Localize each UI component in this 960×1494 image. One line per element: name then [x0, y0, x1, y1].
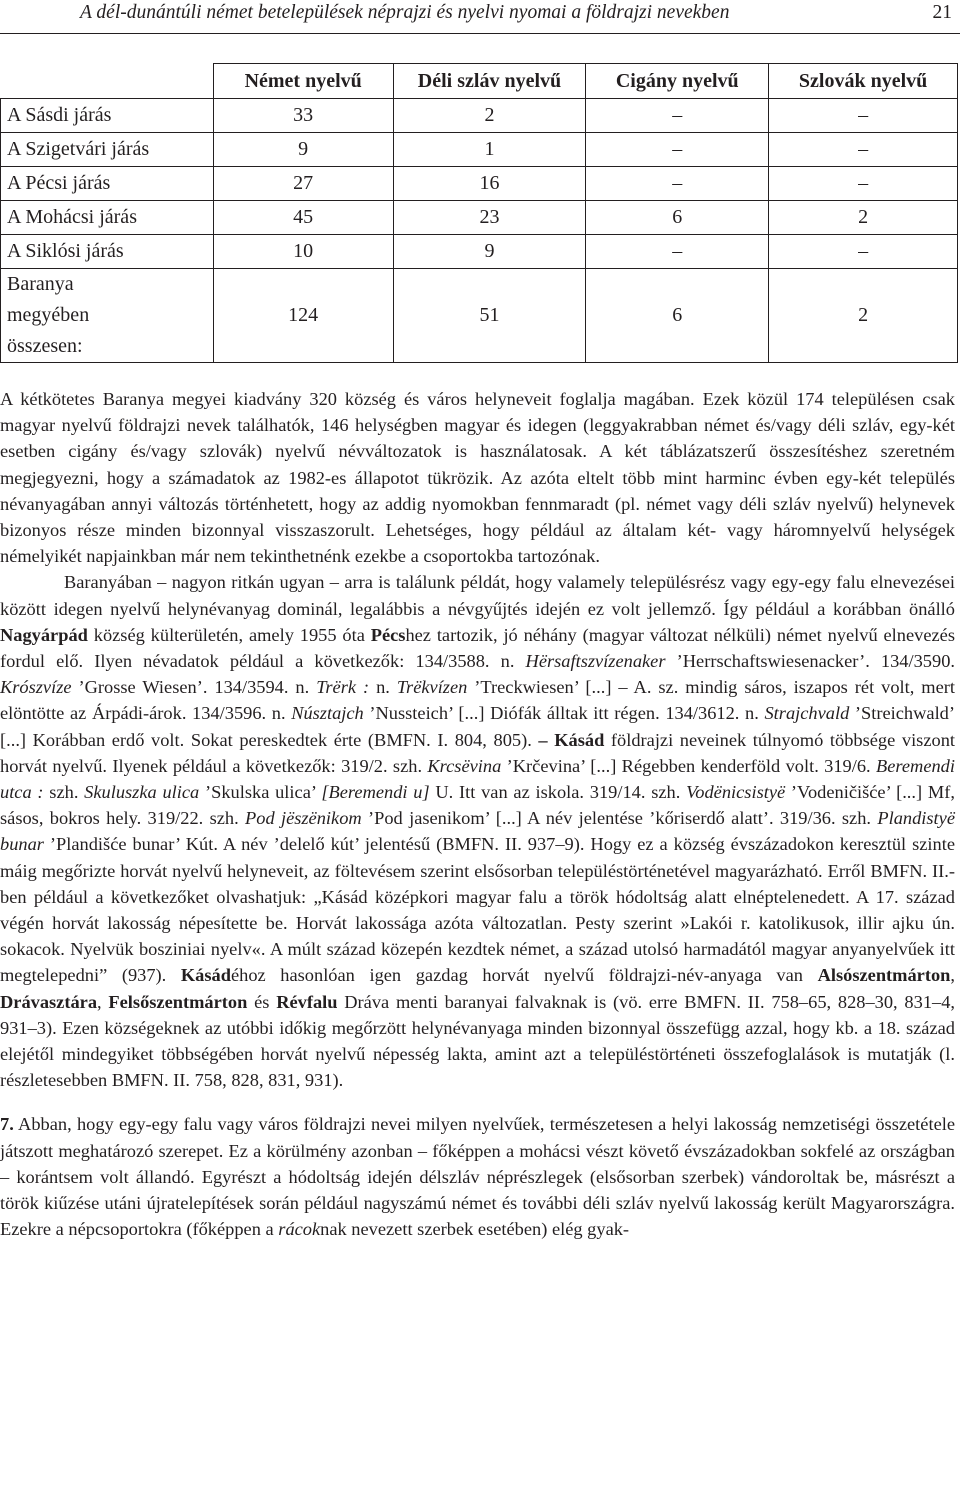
place-name-variant: Vodënicsistyë [686, 782, 786, 803]
table-cell: 10 [213, 235, 393, 269]
table-cell: 33 [213, 99, 393, 133]
row-label: A Szigetvári járás [1, 133, 214, 167]
running-title: A dél-dunántúli német betelepülések néprajzi és nyelvi nyomai a földrajzi nevekben [80, 2, 730, 23]
place-name-variant: Trëkvízen [396, 677, 468, 698]
place-name: Felsőszentmárton [108, 991, 248, 1012]
place-name: Nagyárpád [0, 624, 88, 645]
body-text [0, 386, 955, 1243]
table-cell: 9 [393, 235, 586, 269]
table-cell: 1 [393, 133, 586, 167]
table-cell: – [769, 235, 958, 269]
table-cell: 45 [213, 201, 393, 235]
page-number: 21 [932, 2, 952, 23]
place-name-variant: Hërsaftszvízenaker [525, 651, 666, 672]
table-cell: – [769, 167, 958, 201]
table-cell: 2 [769, 201, 958, 235]
table-cell: – [586, 99, 769, 133]
place-name-variant: Pod jëszënikom [245, 808, 362, 829]
paragraph: Baranyában – nagyon ritkán ugyan – arra is találunk példát, hogy valamely településrész vagy egy-egy falu elnevezései között idegen nyelvű helynévanyag dominál, legalábbis a névgyűjtés idején ez volt jellemző. Így például a korábban önálló Nagyárpád község külterületén, amely 1955 óta Pécshez tartozik, jó néhány (magyar változat nélküli) német nyelvű elnevezés fordul elő. Ilyen névadatok például a következők: 134/3588. n. Hërsaftszvízenaker ’Herrschaftswiesenacker’. 134/3590. Krószvíze ’Grosse Wiesen’. 134/3594. n. Trërk : n. Trëkvízen ’Treckwiesen’ [...] – A. sz. mindig sáros, iszapos rét volt, mert elöntötte az Árpádi-árok. 134/3596. n. Núsztajch ’Nussteich’ [...] Diófák álltak itt régen. 134/3612. n. Strajchvald ’Streichwald’ [...] Korábban erdő volt. Sokat pereskedtek érte (BMFN. I. 804, 805). – Kásád földrajzi neveinek túlnyomó többsége viszont horvát nyelvű. Ilyenek például a következők: 319/2. szh. Krcsëvina ’Krčevina’ [...] Régebben kenderföld volt. 319/6. Beremendi utca : szh. Skuluszka ulica ’Skulska ulica’ [Beremendi u] U. Itt van az iskola. 319/14. szh. Vodënicsistyë ’Vodeničišće’ [...] Mf, sásos, bokros hely. 319/22. szh. Pod jëszënikom ’Pod jasenikom’ [...] A név jelentése ’kőriserdő alatt’. 319/36. szh. Plandistyë bunar ’Plandišće bunar’ Kút. A név ’delelő kút’ jelentésű (BMFN. II. 937–9). Hogy ez a község évszázadokon keresztül szinte máig megőrizte horvát nyelvű helyneveit, az föltevésem szerint elsősorban településtörténetével magyarázható. Erről BMFN. II.-ben például a következőket olvashatjuk: „Kásád középkori magyar falu a török hódoltság alatt elnéptelenedett. A 17. század végén horvát lakosság népesítette be. Horvát lakossága azóta változatlan. Pesty szerint »Lakói r. katolikusok, illir ajku ún. sokacok. Nyelvük bosziniai nyelv«. A múlt század közepén kezdtek német, a század utolsó harmadától magyar anyanyelvűek itt megtelepedni” (937). Kásádéhoz hasonlóan igen gazdag horvát nyelvű földrajzi-név-anyaga van Alsószentmárton, Drávasztára, Felsőszentmárton és Révfalu Dráva menti baranyai falvaknak is (vö. erre BMFN. II. 758–65, 828–30, 831–4, 931–3). Ezen községeknek az utóbbi időkig megőrzött helynévanyaga minden bizonnyal összefügg azzal, hogy kb. a 18. század elejétől mindegyiket többségében horvát nyelvű népesség lakta, amint azt a településtörténeti összefoglalások is mutatják (l. részletesebben BMFN. II. 758, 828, 831, 931). [0, 572, 956, 1091]
section-number: 7. [0, 1114, 14, 1135]
total-label-line: összesen: [7, 335, 83, 357]
column-header: Szlovák nyelvű [769, 64, 958, 99]
place-name-variant: Krcsëvina [427, 755, 502, 776]
table-cell: – [586, 133, 769, 167]
place-name-variant: Krószvíze [0, 677, 72, 698]
table-cell: – [769, 133, 958, 167]
header-rule [0, 33, 960, 34]
total-cell: 124 [213, 269, 393, 363]
table-cell: 6 [586, 201, 769, 235]
place-name: Révfalu [276, 991, 338, 1012]
row-label: A Pécsi járás [1, 167, 214, 201]
total-cell: 51 [393, 269, 586, 363]
paragraph: 7. Abban, hogy egy-egy falu vagy város földrajzi nevei milyen nyelvűek, természetesen a helyi lakosság nemzetiségi összetétele játszott meghatározó szerepet. Ez a körülmény azonban – főképpen a mohácsi vészt követő évszázadokban sokfelé az országban – korántsem volt állandó. Egyrészt a hódoltság idején délszláv néprészlegek (elsősorban szerbek) vándoroltak be, másrészt a török kiűzése utáni újratelepítések során például nagyszámú német és további déli szláv nyelvű lakosság került Magyarországra. Ezekre a népcsoportokra (főképpen a rácoknak nevezett szerbek esetében) elég gyak- [0, 1114, 955, 1240]
total-label-line: Baranya [7, 273, 74, 295]
table-row [1, 201, 958, 235]
column-header: Déli szláv nyelvű [393, 64, 586, 99]
total-row-label [1, 269, 214, 363]
table-corner-cell [1, 64, 214, 99]
row-label: A Mohácsi járás [1, 201, 214, 235]
place-name-variant: Skuluszka ulica [84, 782, 200, 803]
place-name: Kásád [180, 965, 231, 986]
place-name-variant: Trërk : [316, 677, 370, 698]
place-name-variant: Beremendi utca : [0, 755, 955, 803]
place-name-variant: [Beremendi u] [321, 782, 430, 803]
table-row [1, 167, 958, 201]
total-cell: 2 [769, 269, 958, 363]
row-label: A Sásdi járás [1, 99, 214, 133]
table-cell: – [586, 167, 769, 201]
place-name-variant: Plandistyë bunar [0, 808, 955, 855]
place-name-variant: Núsztajch [291, 703, 364, 724]
running-header [0, 0, 960, 36]
table-row [1, 235, 958, 269]
table-header-row [1, 64, 958, 99]
column-header: Cigány nyelvű [586, 64, 769, 99]
language-statistics-table [0, 63, 958, 363]
place-name: – Kásád [538, 729, 605, 750]
table-cell: 2 [393, 99, 586, 133]
place-name-variant: Strajchvald [764, 703, 850, 724]
table-cell: – [586, 235, 769, 269]
table-cell: 27 [213, 167, 393, 201]
table-row [1, 99, 958, 133]
table-cell: – [769, 99, 958, 133]
table-cell: 23 [393, 201, 586, 235]
total-cell: 6 [586, 269, 769, 363]
table-cell: 16 [393, 167, 586, 201]
row-label: A Siklósi járás [1, 235, 214, 269]
place-name: Drávasztára [0, 991, 98, 1012]
paragraph: A kétkötetes Baranya megyei kiadvány 320 község és város helyneveit foglalja magában. Ezek közül 174 településen csak magyar nyelvű földrajzi nevek találhatók, 146 helységben magyar és idegen (leggyakrabban német és/vagy déli szláv, egy-két esetben cigány és/vagy szlovák) nyelvű névváltozatok is használatosak. A két táblázatszerű összesítéshez szeretném megjegyezni, hogy a számadatok az 1982-es állapotot tükrözik. Az azóta eltelt több mint harminc évben egy-két település névanyagában annyi változás történhetett, hogy az addig nyomokban fennmaradt (pl. német vagy déli szláv nyelvű) helynevek bizonyos része minden bizonnyal visszaszorult. Lehetséges, hogy például az általam két- vagy háromnyelvű helységek némelyikét napjainkban már nem tekinthetnénk ezekbe a csoportokba tartozónak. [0, 389, 955, 567]
place-name: Alsószentmárton [817, 965, 951, 986]
table-row [1, 133, 958, 167]
table-total-row [1, 269, 958, 363]
column-header: Német nyelvű [213, 64, 393, 99]
place-name: Pécs [370, 624, 406, 645]
total-label-line: megyében [7, 304, 90, 326]
emphasized-term: rácok [278, 1219, 321, 1240]
table-cell: 9 [213, 133, 393, 167]
